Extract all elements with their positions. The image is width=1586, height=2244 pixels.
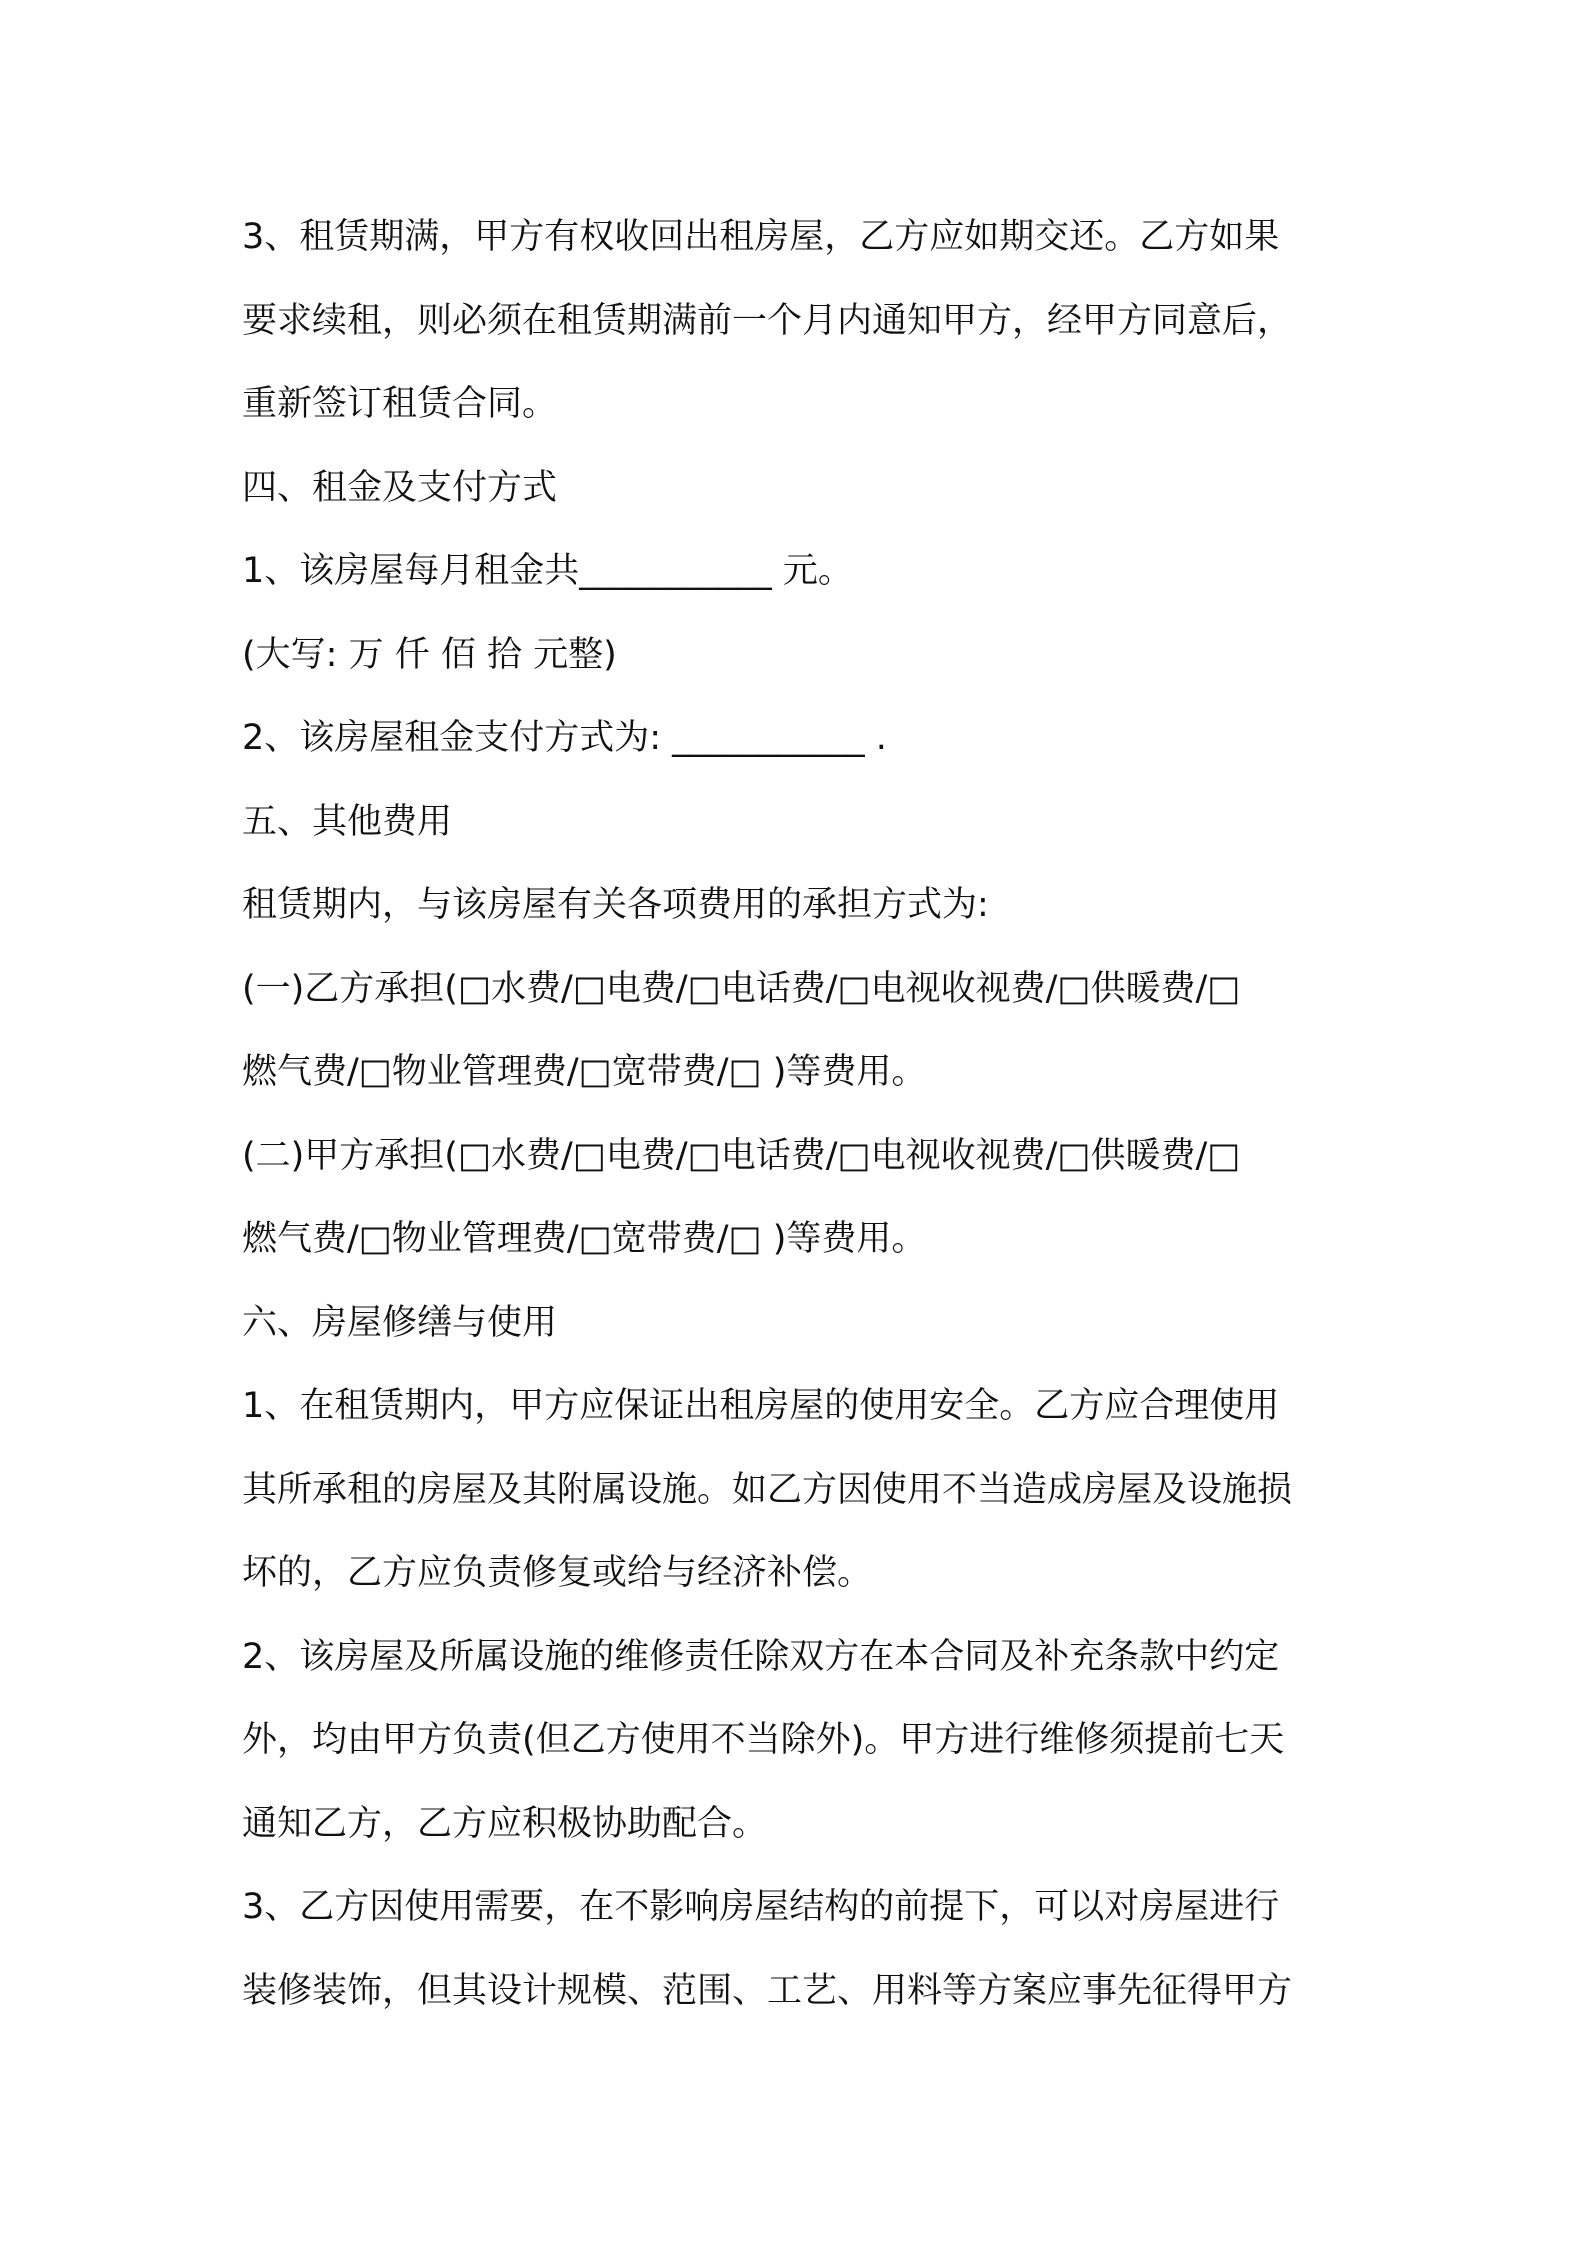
- section-heading: 六、房屋修缮与使用: [242, 1302, 558, 1343]
- text-line: 通知乙方，乙方应积极协助配合。: [242, 1803, 768, 1844]
- text-line: 3、乙方因使用需要，在不影响房屋结构的前提下，可以对房屋进行: [242, 1887, 1280, 1927]
- text-line: 燃气费/□物业管理费/□宽带费/□ )等费用。: [242, 1219, 927, 1259]
- text-line: 坏的，乙方应负责修复或给与经济补偿。: [242, 1553, 873, 1593]
- text-line: 2、该房屋及所属设施的维修责任除双方在本合同及补充条款中约定: [242, 1636, 1280, 1677]
- text-line: 装修装饰，但其设计规模、范围、工艺、用料等方案应事先征得甲方: [242, 1970, 1293, 2011]
- text-line: 其所承租的房屋及其附属设施。如乙方因使用不当造成房屋及设施损: [242, 1469, 1293, 1510]
- text-line: 1、在租赁期内，甲方应保证出租房屋的使用安全。乙方应合理使用: [242, 1386, 1280, 1426]
- text-line: (大写: 万 仟 佰 拾 元整): [242, 634, 617, 675]
- text-line: 要求续租，则必须在租赁期满前一个月内通知甲方，经甲方同意后，: [242, 300, 1293, 341]
- text-line: 外，均由甲方负责(但乙方使用不当除外)。甲方进行维修须提前七天: [242, 1720, 1285, 1760]
- text-line: 1、该房屋每月租金共___________ 元。: [242, 551, 853, 591]
- text-line: (一)乙方承担(□水费/□电费/□电话费/□电视收视费/□供暖费/□: [242, 968, 1241, 1009]
- text-line: 3、租赁期满，甲方有权收回出租房屋，乙方应如期交还。乙方如果: [242, 217, 1280, 257]
- text-line: 重新签订租赁合同。: [242, 384, 558, 424]
- text-line: (二)甲方承担(□水费/□电费/□电话费/□电视收视费/□供暖费/□: [242, 1135, 1241, 1176]
- text-line: 租赁期内，与该房屋有关各项费用的承担方式为:: [242, 885, 989, 925]
- section-heading: 四、租金及支付方式: [242, 467, 558, 508]
- text-line: 2、该房屋租金支付方式为: ___________ .: [242, 718, 887, 758]
- text-line: 燃气费/□物业管理费/□宽带费/□ )等费用。: [242, 1052, 927, 1092]
- document-body: [242, 196, 1354, 2033]
- section-heading: 五、其他费用: [242, 801, 453, 842]
